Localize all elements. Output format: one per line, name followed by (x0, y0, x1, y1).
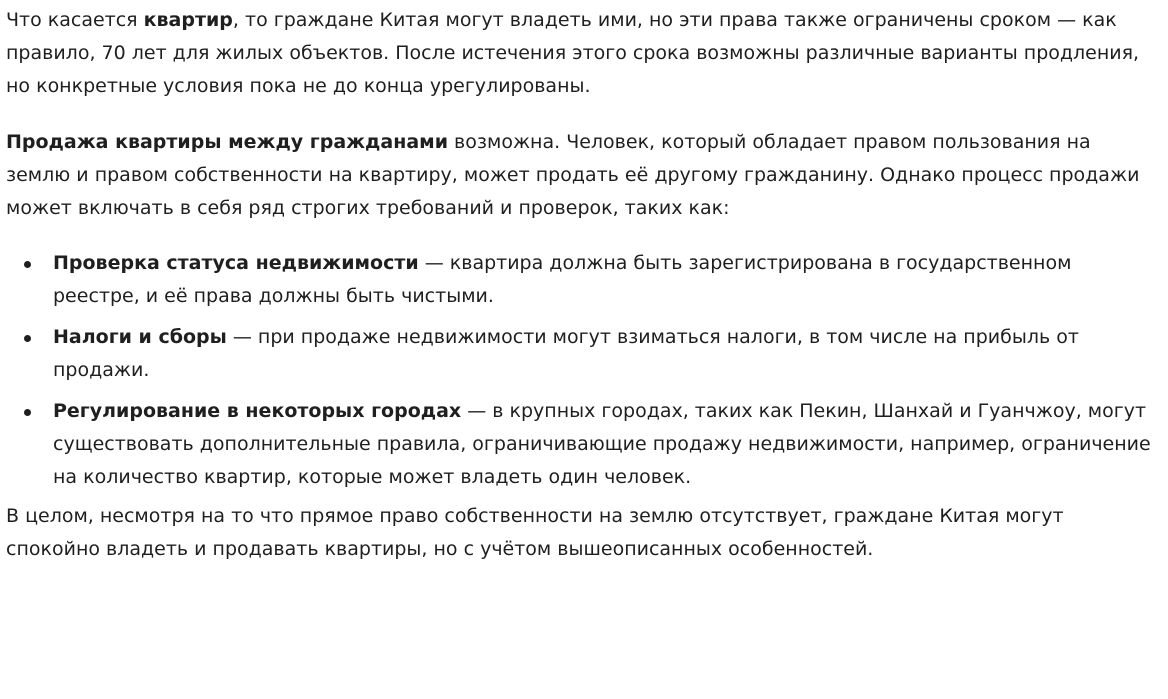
paragraph-conclusion (6, 500, 1158, 566)
list-item-title: Регулирование в некоторых городах (53, 400, 462, 422)
paragraph-apartment-sale (6, 126, 1158, 225)
requirements-list (6, 247, 1158, 494)
list-item-status-check (53, 247, 1158, 313)
list-item-taxes (53, 321, 1158, 387)
list-item-title: Налоги и сборы (53, 326, 227, 348)
list-item-text: — квартира должна быть зарегистрирована в государственном реестре, и её права должны быть чистыми. (53, 252, 1072, 307)
paragraph-text: В целом, несмотря на то что прямое право собственности на землю отсутствует, граждане Китая могут спокойно владеть и продавать квартиры, но с учётом вышеописанных особенностей. (6, 505, 1064, 560)
paragraph-apartments-ownership (6, 0, 1158, 103)
bold-term-sale: Продажа квартиры между гражданами (6, 131, 449, 153)
bold-term-apartments: квартир (143, 9, 233, 31)
list-item-text: — в крупных городах, таких как Пекин, Шанхай и Гуанчжоу, могут существовать дополнительные правила, ограничивающие продажу недвижимости, например, ограничение на количество квартир, которые может владеть один человек. (53, 400, 1151, 488)
paragraph-text: Что касается (6, 9, 144, 31)
list-item-city-regulation (53, 395, 1158, 494)
paragraph-text: возможна. Человек, который обладает правом пользования на землю и правом собственности на квартиру, может продать её другому гражданину. Однако процесс продажи может включать в себя ряд строгих требований и проверок, таких как: (6, 131, 1140, 219)
list-item-text: — при продаже недвижимости могут взиматься налоги, в том числе на прибыль от продажи. (53, 326, 1079, 381)
list-item-title: Проверка статуса недвижимости (53, 252, 419, 274)
paragraph-text: , то граждане Китая могут владеть ими, но эти права также ограничены сроком — как правило, 70 лет для жилых объектов. После истечения этого срока возможны различные варианты продления, но конкретные условия пока не до конца урегулированы. (6, 9, 1140, 97)
